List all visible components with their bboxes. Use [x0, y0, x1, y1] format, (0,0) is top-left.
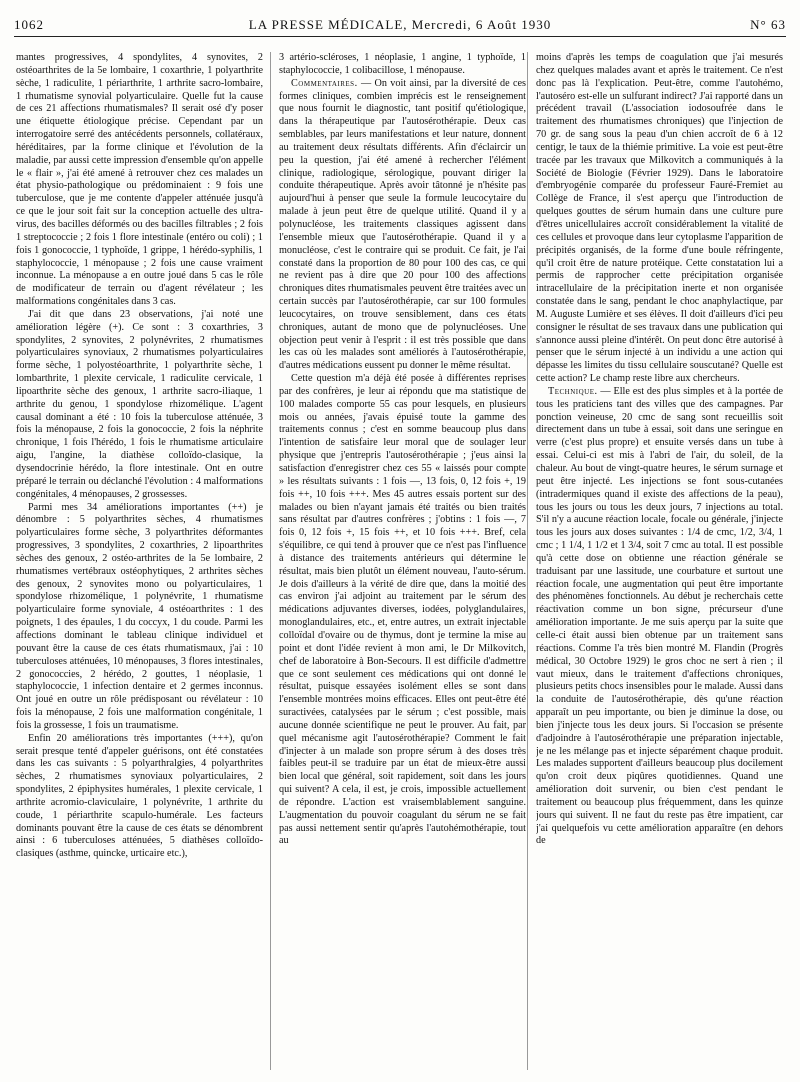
paragraph: Enfin 20 améliorations très importantes (+++), qu'on serait presque tenté d'appeler guérisons, ont été constatées dans les cas suivants : 5 polyarthralgies, 4 polyarthrites sèches, 2 rhumatismes synoviaux polyarticulaires, 2 spondylites, 2 épiphysites humérales, 1 plexite cervicale, 1 arthrite acromio-claviculaire, 1 polynévrite, 1 arthrite du coude, 1 périarthrite scapulo-humérale. Les facteurs dominants pouvant être la cause de ces états se dénombrent ainsi : 6 tuberculoses atténuées, 5 diathèses colloïdo-clasiques (asthme, quincke, urticaire etc.), — [16, 732, 263, 860]
column-divider — [270, 52, 271, 1070]
issue-number: N° 63 — [750, 17, 786, 32]
section-heading: Commentaires. — [291, 77, 358, 89]
text-column-3 — [536, 52, 783, 1074]
paragraph: Cette question m'a déjà été posée à différentes reprises par des confrères, je leur ai répondu que ma statistique de 100 malades comporte 55 cas pour lesquels, en plusieurs mois ou années, j'avais épuisé toute la gamme des traitements connus ; c'est en somme beaucoup plus dans l'intention de satisfaire leur moral que de soulager leur physique que j'entrepris l'autosérothérapie ; j'eus ainsi la satisfaction d'enregistrer chez ces 55 « laissés pour compte » les résultats suivants : 1 fois —, 13 fois, 0, 12 fois +, 19 fois ++, 10 fois +++. Mes 45 autres essais portent sur des malades ou bien n'ayant jamais été traités ou bien traités sans résultat par d'autres confrères ; j'obtins : 1 fois —, 7 fois 0, 12 fois +, 15 fois ++, et 10 fois +++. Bref, cela s'équilibre, ce qui tend à prouver que ce n'est pas l'influence à distance des traitements antérieurs qui détermine le résultat, mais bien plutôt un élément nouveau, l'auto-sérum. Je dois d'ailleurs à la vérité de dire que, dans la moitié des cas environ j'ai adjoint au traitement par le sérum des médications adjuvantes diverses, iodées, polyglandulaires, monoglandulaires, etc., et, entre autres, un extrait injectable colloïdal d'ovaire ou de thymus, dont je termine la mise au point et dont l'idée revient à mon ami, le Dr Milkovitch, chef de laboratoire à Bon-Secours. Il est difficile d'admettre que ce sont seulement ces médications qui ont donné le résultat, puisque essayées isolément elles se sont dans l'ensemble montrées moins efficaces. Elles ont peut-être été suractivées, catalysées par le sérum ; c'est possible, mais aucune donnée scientifique ne peut le prouver. Au fait, par quel mécanisme agit l'autosérothérapie? Comment le fait d'injecter à un malade son propre sérum à des doses très faibles peut-il se traduire par un état de mieux-être aussi bien local que général, soit rapidement, soit dans les jours qui suivent? A cela, il est, je crois, impossible actuellement de répondre. L'action est vraisemblablement sanguine. L'augmentation du pouvoir coagulant du sérum ne se fait pas aussi nettement sentir qu'après l'autohémothérapie, tout au — [279, 373, 526, 847]
paragraph: J'ai dit que dans 23 observations, j'ai noté une amélioration légère (+). Ce sont : 3 coxarthries, 3 spondylites, 2 synovites, 2 polynévrites, 2 rhumatismes polyarticulaires synoviaux, 2 rhumatismes polyarticulaires forme sèche, 1 polyostéoarthrite, 1 polyarthrite sèche, 1 lombarthrite, 1 plexite cervicale, 1 radiculite cervicale, 1 lipoarthrite sèche des genoux, 1 arthrite sacro-iliaque, 1 arthrite du genou, 1 spondylose rhizomélique. L'agent causal dominant a été : 10 fois la tuberculose atténuée, 3 fois la ménopause, 2 fois la gonococcie, 2 fois la néphrite chronique, 1 fois l'hérédo, 1 fois le rhumatisme articulaire aigu, l'angine, la diathèse colloïdo-clasique, la dysendocrinie hérédo, la flore intestinale. Ont en outre préparé le terrain ou déclanché l'évolution : 4 malformations congénitales, 4 ménopauses, 2 grossesses. — [16, 308, 263, 500]
text-column-2 — [279, 52, 526, 1074]
text-column-1 — [16, 52, 263, 1074]
paragraph-text: — Elle est des plus simples et à la portée de tous les praticiens tant des villes que des campagnes. Par ponction veineuse, 20 cmc de sang sont recueillis soit directement dans un tube à essai, soit dans une seringue en verre (c'est plus propre) et ensuite versés dans un tube à essai. Celui-ci est mis à l'abri de l'air, du soleil, de la chaleur. Au bout de vingt-quatre heures, le sérum surnage et peut être injecté. Les injections se font sous-cutanées (intradermiques quand il existe des affections de la peau), tous les jours ou tous les deux jours, 7 injections au total. S'il n'y a aucune réaction locale, focale ou générale, j'injecte tous les jours aux doses suivantes : 1/4 de cmc, 1/2, 3/4, 1 cmc ; 1 1/4, 1 1/2 et 1 3/4, soit 7 cmc au total. Il est possible qu'à cette dose on obtienne une réaction générale se traduisant par une lassitude, une courbature et surtout une réaction focale, une augmentation qui peut être importante des phénomènes fonctionnels. Au début je recherchais cette réactivation comme un bon signe, précurseur d'une amélioration importante. Je me suis aperçu par la suite que celle-ci était aussi bien obtenue par un traitement sans réactions. Comme l'a très bien montré M. Flandin (Progrès médical, 30 Octobre 1929) le gros choc ne sert à rien ; il vaut mieux, dans le traitement d'affections chroniques, plusieurs petits chocs insensibles pour le malade. Aussi dans la conduite de l'autosérothérapie, dès qu'une réaction apparaît un peu importante, ou bien je diminue la dose, ou bien j'injecte tous les deux jours. Si l'occasion se présente d'adjoindre à l'autosérothérapie une préparation injectable, je ne les mélange pas et injecte séparément chaque produit. Les malades supportent d'ailleurs beaucoup plus docilement qu'on croit deux piqûres quotidiennes. Quand une amélioration doit survenir, ou bien c'est pendant le traitement ou beaucoup plus fréquemment, dans les quinze jours qui suivent. Il ne faut du reste pas être impatient, car j'ai quelquefois vu cette amélioration apparaître (en dehors de — [536, 385, 783, 847]
column-divider — [527, 52, 528, 1070]
paragraph — [536, 386, 783, 848]
running-header — [14, 14, 786, 37]
page-number: 1062 — [14, 17, 44, 32]
paragraph: mantes progressives, 4 spondylites, 4 synovites, 2 ostéoarthrites de la 5e lombaire, 1 coxarthrie, 1 polyarthrite sèche, 1 radiculite, 1 périarthrite, 1 arthrite sacro-lombaire, 1 rhumatisme synovial polyarticulaire. Quelle fut la cause de ces 21 affections rhumatismales? Il serait osé d'y poser une étiquette étiologique précise. Cependant par un interrogatoire serré des antécédents personnels, collatéraux, héréditaires, par la forme clinique et l'évolution de la maladie, par aussi cette impression d'ensemble qu'on appelle le « flair », j'ai été amené à retrouver chez ces malades un état physio-pathologique ou prédominaient : 9 fois une tuberculose, que je me contente d'appeler atténuée jusqu'à ce que le jour soit fait sur la conception actuelle des ultra-virus, des bacilles déformés ou des bacilles filtrables ; 2 fois 1 streptococcie ; 2 fois 1 flore intestinale (entéro ou coli) ; 1 fois 1 gonococcie, 1 typhoïde, 1 grippe, 1 hérédo-syphilis, 1 staphylococcie, 1 ménopause ; 2 fois une cause vraiment inconnue. La ménopause a en outre joué dans 5 cas le rôle de modificateur de terrain ou d'agent révélateur ; les malformations congénitales dans 3 cas. — [16, 52, 263, 308]
paragraph: moins d'après les temps de coagulation que j'ai mesurés chez quelques malades avant et après le traitement. Ce n'est donc pas là l'explication. Peut-être, comme l'autohémo, l'autoséro est-elle un sulfurant indirect? J'ai rapporté dans un précédent travail (L'association iodosoufrée dans le traitement des rhumatismes chroniques) que l'injection de 70 gr. de sang sous la peau d'un chien accroît de 6 à 12 centigr, le taux de la thiémie primitive. La voie est peut-être tracée par les travaux que Milkovitch a communiqués à la Société de Biologie (Février 1929). Dans le laboratoire d'embryogénie comparée du professeur Fauré-Fremiet au Collège de France, il s'est aperçu que l'introduction de quelques gouttes de sérum humain dans une culture pure d'êtres unicellulaires accroît considérablement la vitalité de ces cellules et provoque dans leur cytoplasme l'apparition de précipités organisés, de la forme d'une boule réfringente, qu'il croit être de nature protéique. Cette constatation lui a permis de rapprocher cette précipitation organisée intracellulaire de la précipitation inerte et non organisée constatée dans le sang, pendant le choc anaphylactique, par M. Auguste Lumière et ses élèves. Il doit d'ailleurs d'ici peu consigner le résultat de ses travaux dans une publication qui s'annonce aussi pleine d'intérêt. On peut donc être autorisé à penser que le sérum injecté à un individu a une action qui dépasse les limites du tissu cellulaire souscutané? Quelle est cette action? Le champ reste libre aux chercheurs. — [536, 52, 783, 385]
journal-title: LA PRESSE MÉDICALE, Mercredi, 6 Août 1930 — [248, 17, 552, 32]
paragraph — [279, 78, 526, 373]
section-heading: Technique. — [548, 385, 598, 397]
paragraph-text: — On voit ainsi, par la diversité de ces formes cliniques, combien imprécis est le renseignement que nous fournit le diagnostic, tant positif qu'étiologique, dans la thérapeutique par l'autosérothérapie. Deux cas semblables, par leurs manifestations et leur nature, donnent au traitement deux résultats différents. Afin d'éclaircir un peu la question, j'ai été amené à rechercher l'élément clinique, radiologique, sérologique, pouvant diriger la conduite thérapeutique. Après avoir tâtonné je n'hésite pas aujourd'hui à penser que seule la formule leucocytaire du malade à jeun peut être de quelque utilité. Quand il y a polynucléose, les traitements classiques agissent dans l'ensemble mieux que l'autosérothérapie. Quand il y a monucléose, c'est le contraire qui se produit. Ce fait, je l'ai constaté dans la proportion de 80 pour 100 des cas, ce qui ne revient pas à dire que 20 pour 100 des affections chroniques dites rhumatismales peuvent être traitées avec un certain succès par l'autosérothérapie, car sur 100 formules leucocytaires, on trouve sensiblement, dans ces états chroniques, autant de mono que de polynucléoses. Une objection peut venir à l'esprit : il est très possible que dans les cas où les malades sont améliorés à l'autosérothérapie, d'autres médications eussent pu donner le même résultat. — [279, 77, 526, 372]
paragraph: Parmi mes 34 améliorations importantes (++) je dénombre : 5 polyarthrites sèches, 4 rhumatismes polyarticulaires forme sèche, 3 polyarthrites déformantes progressives, 3 spondylites, 2 coxarthries, 2 lipoarthrites sèches des genoux, 2 ostéo-arthrites de la 5e lombaire, 2 rhumatismes vertébraux ostéophytiques, 2 arthrites sèches des genoux, 2 synovites mono ou polyarticulaires, 1 spondylose rhizomélique, 1 polynévrite, 1 rhumatisme polyarticulaire forme synoviale, 4 ostéoarthrites : 1 des poignets, 1 des épaules, 1 du coccyx, 1 du coude. Parmi les affections dominant le tableau clinique individuel et pouvant être la cause de ces états rhumatismaux, j'ai : 10 tuberculoses atténuées, 10 ménopauses, 3 flores intestinales, 2 gonococcies, 2 hérédo, 2 gouttes, 1 néoplasie, 1 staphylococcie, 1 infection dentaire et 2 germes inconnus. Ont joué en outre un rôle prédisposant ou révélateur : 10 fois la ménopause, 2 fois une malformation congénitale, 1 fois la grossesse, 1 fois un traumatisme. — [16, 501, 263, 731]
paragraph: 3 artério-scléroses, 1 néoplasie, 1 angine, 1 typhoïde, 1 staphylococcie, 1 colibacillose, 1 ménopause. — [279, 52, 526, 76]
